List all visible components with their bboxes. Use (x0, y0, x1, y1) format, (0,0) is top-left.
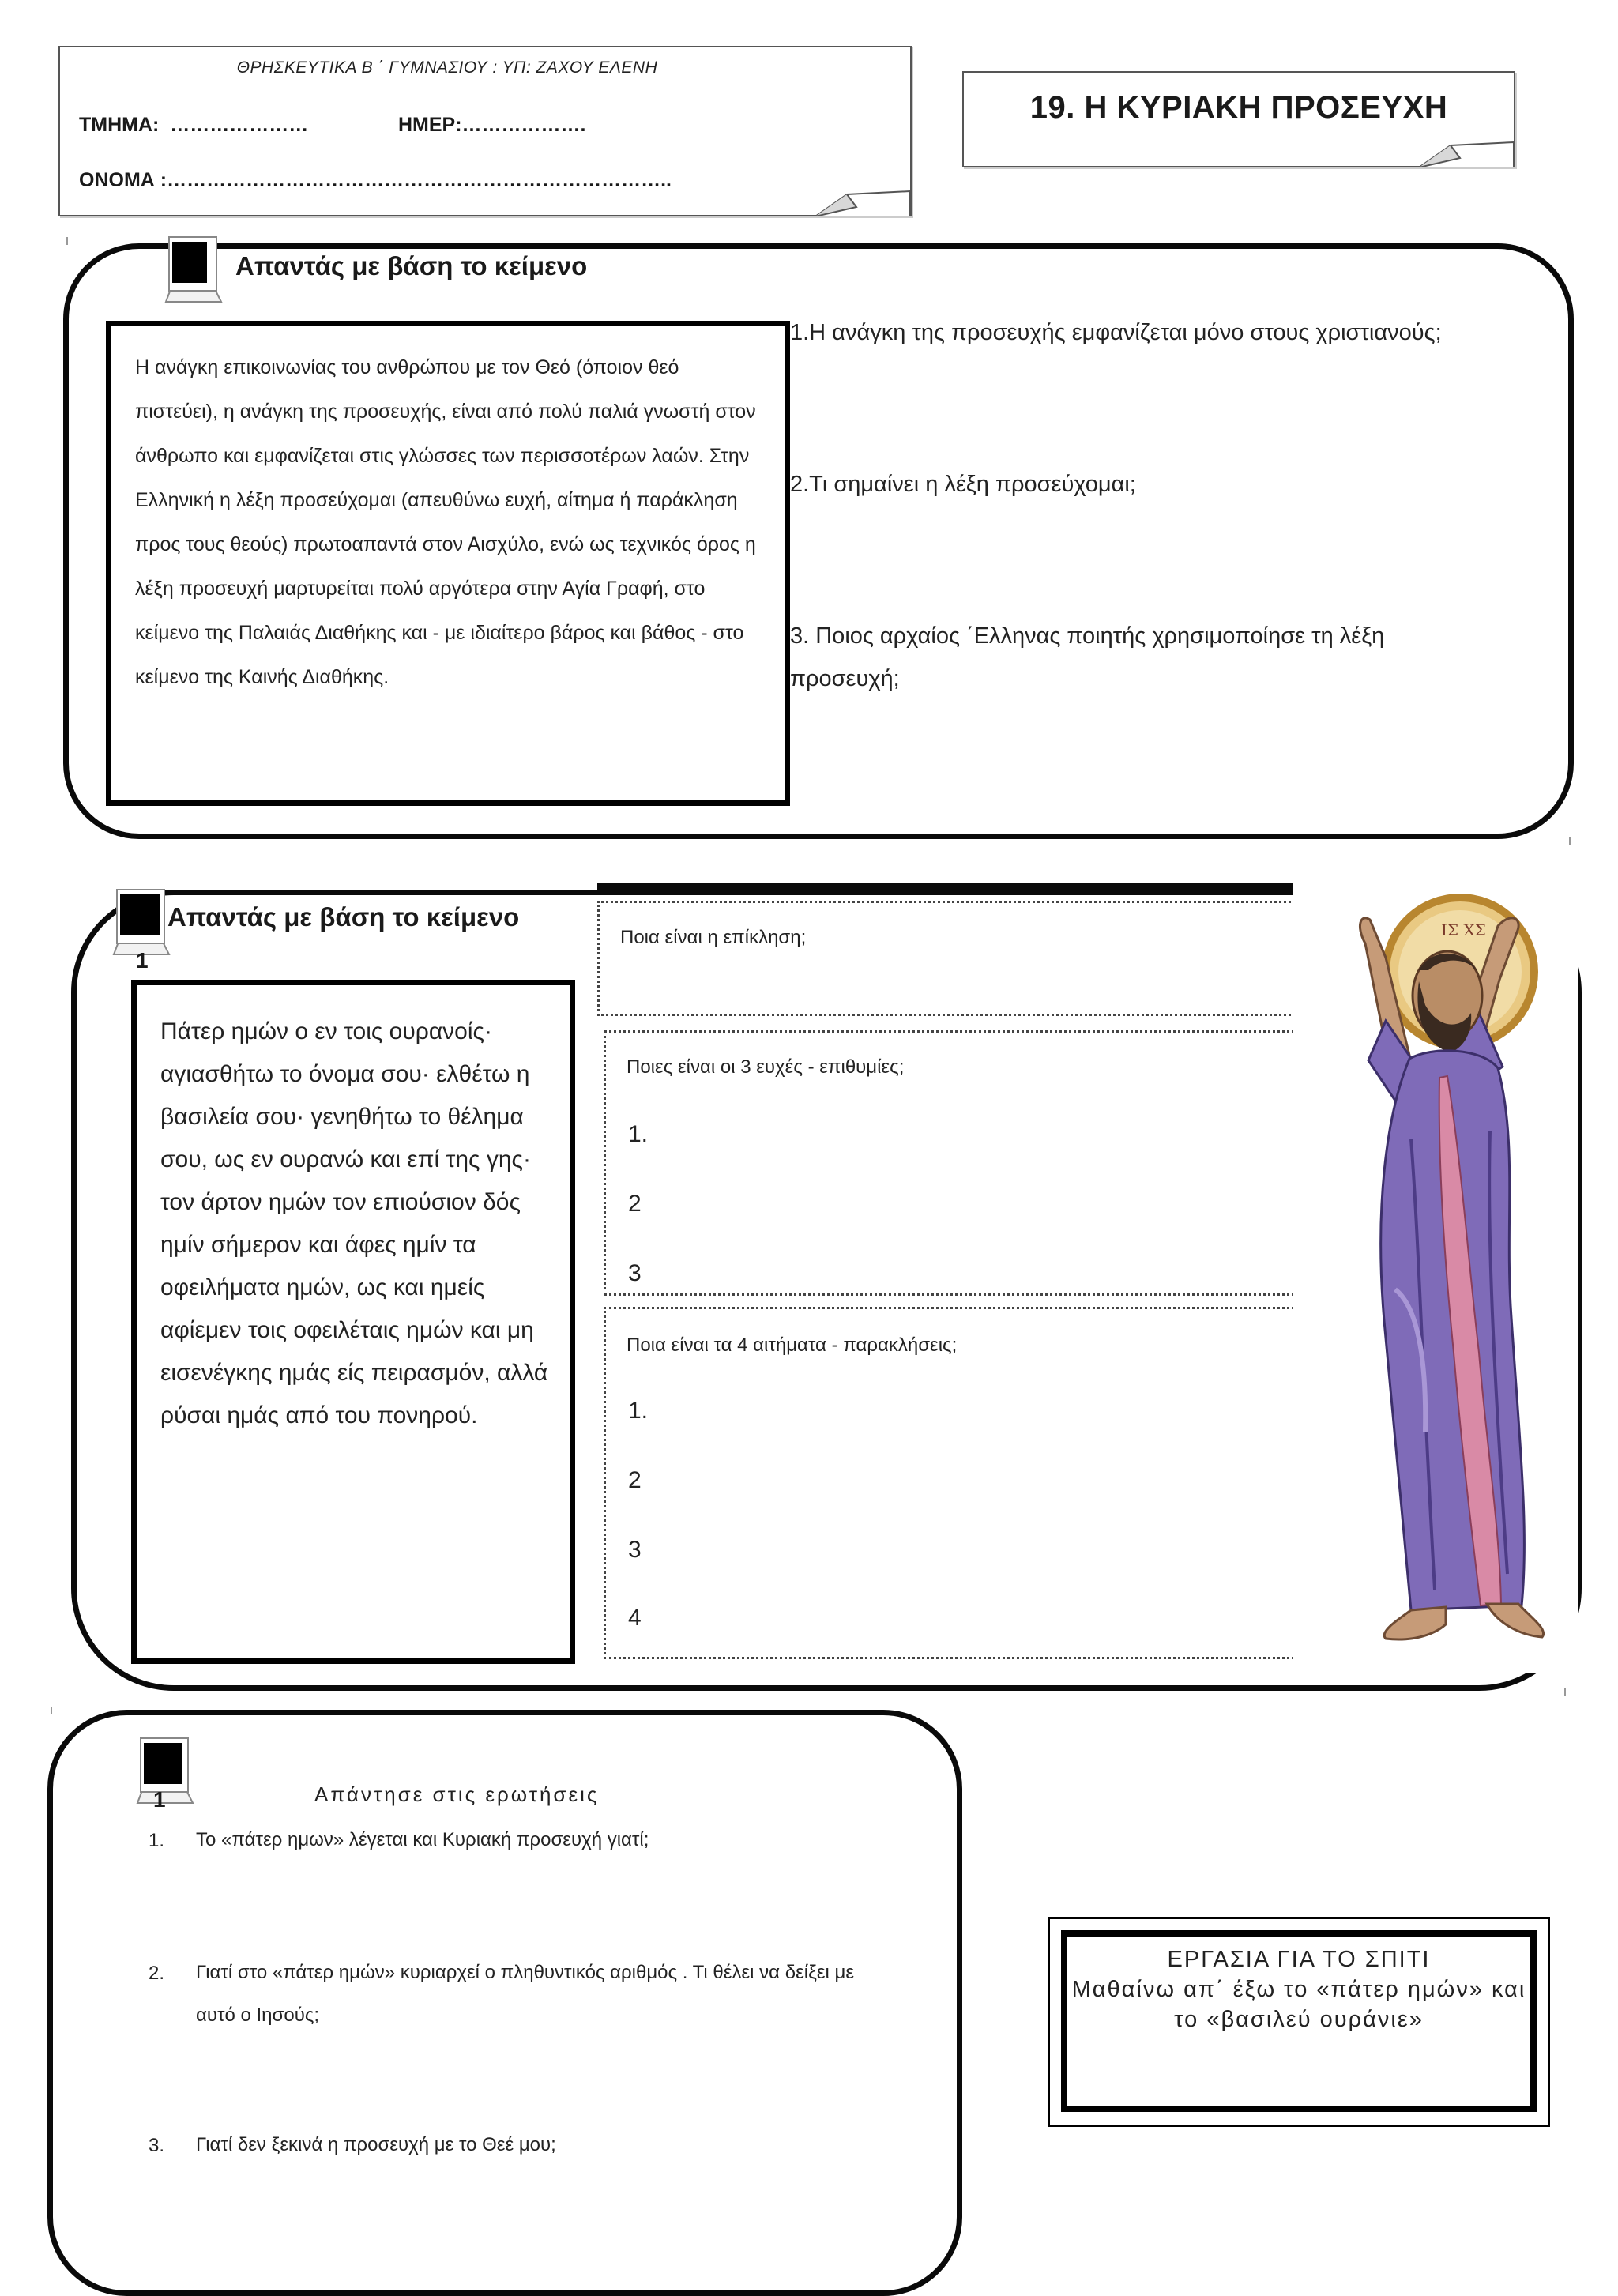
section-2-tab-icon (111, 886, 171, 958)
invocation-question: Ποια είναι η επίκληση; (620, 927, 807, 948)
section-2-tab-number: 1 (136, 948, 149, 973)
homework-title: ΕΡΓΑΣΙΑ ΓΙΑ ΤΟ ΣΠΙΤΙ (1167, 1947, 1431, 1972)
scan-mark (66, 237, 68, 245)
praying-christ-icon (1293, 879, 1578, 1673)
homework-instruction: Μαθαίνω απ΄ έξω το «πάτερ ημών» και το «βασιλεύ ουράνιε» (1071, 1977, 1526, 2032)
lesson-title-box (962, 71, 1515, 167)
section-1-heading: Απαντάς με βάση το κείμενο (235, 251, 588, 280)
scan-mark (1564, 1688, 1566, 1696)
section-1-question-1: 1.Η ανάγκη της προσευχής εμφανίζεται μόνο στους χριστιανούς; (790, 320, 1442, 345)
section-1-question-3: 3. Ποιος αρχαίος ΄Ελληνας ποιητής χρησιμοποίησε τη λέξη προσευχή; (790, 623, 1385, 691)
header-info-box (58, 46, 912, 216)
date-field[interactable]: ΗΜΕΡ:………………. (398, 114, 586, 136)
s3-question-2: Γιατί στο «πάτερ ημών» κυριαρχεί ο πληθυντικός αριθμός . Τι θέλει να δείξει με αυτό ο Ιησούς; (196, 1962, 855, 2026)
lesson-title: 19. Η ΚΥΡΙΑΚΗ ΠΡΟΣΕΥΧΗ (1029, 90, 1448, 125)
invocation-answer-box[interactable] (597, 901, 1305, 1016)
requests-question: Ποια είναι τα 4 αιτήματα - παρακλήσεις; (627, 1334, 958, 1356)
section-1-tab-icon (163, 234, 223, 305)
wishes-answer-box[interactable] (604, 1030, 1305, 1296)
page-curl-icon (1419, 141, 1514, 167)
section-2-top-border (597, 883, 1300, 890)
homework-box (1048, 1917, 1550, 2127)
s3-question-2-number: 2. (149, 1963, 165, 1984)
name-field[interactable]: ΟΝΟΜΑ :………………………………………………………………….. (79, 169, 672, 191)
section-3-tab-number: 1 (153, 1787, 166, 1812)
scan-mark (51, 1707, 52, 1714)
class-field[interactable]: ΤΜΗΜΑ: ………………… (79, 114, 309, 136)
school-line: ΘΡΗΣΚΕΥΤΙΚΑ Β ΄ ΓΥΜΝΑΣΙΟΥ : ΥΠ: ΖΑΧΟΥ ΕΛΕΝΗ (236, 58, 658, 77)
wish-item-1: 1. (628, 1121, 649, 1147)
request-item-1: 1. (628, 1398, 649, 1424)
request-item-3: 3 (628, 1537, 642, 1563)
homework-text-block (1067, 1944, 1530, 2034)
request-item-2: 2 (628, 1467, 642, 1493)
homework-inner-frame (1061, 1930, 1537, 2112)
s3-question-3: Γιατί δεν ξεκινά η προσευχή με το Θεέ μου; (196, 2134, 556, 2155)
s3-question-1: Το «πάτερ ημων» λέγεται και Κυριακή προσευχή γιατί; (196, 1829, 649, 1850)
section-1-reading-box (106, 321, 790, 806)
s3-question-1-number: 1. (149, 1830, 165, 1851)
wish-item-2: 2 (628, 1191, 642, 1217)
scan-mark (1569, 837, 1571, 845)
lords-prayer-text: Πάτερ ημών ο εν τοις ουρανοίς· αγιασθήτω το όνομα σου· ελθέτω η βασιλεία σου· γενηθήτω το θέλημα σου, ως εν ουρανώ και επί της γης· τον άρτον ημών τον επιούσιον δός ημίν σήμερον και άφες ημίν τα οφειλήματα ημών, ως και ημείς αφίεμεν τοις οφειλέταις ημών και μη εισενέγκης ημάς είς πειρασμόν, αλλά ρύσαι ημάς από του πονηρού. (160, 1018, 548, 1428)
section-1-question-2: 2.Τι σημαίνει η λέξη προσεύχομαι; (790, 472, 1136, 497)
requests-answer-box[interactable] (604, 1307, 1404, 1659)
wish-item-3: 3 (628, 1260, 642, 1286)
page-curl-icon (815, 190, 910, 216)
section-2-heading: Απαντάς με βάση το κείμενο (167, 902, 520, 932)
section-2-prayer-box (131, 980, 575, 1664)
s3-question-3-number: 3. (149, 2135, 165, 2156)
wishes-question: Ποιες είναι οι 3 ευχές - επιθυμίες; (627, 1056, 905, 1078)
section-1-passage: Η ανάγκη επικοινωνίας του ανθρώπου με τον Θεό (όποιον θεό πιστεύει), η ανάγκη της προσευχής, είναι από πολύ παλιά γνωστή στον άνθρωπο και εμφανίζεται στις γλώσσες των περισσοτέρων λαών. Στην Ελληνική η λέξη προσεύχομαι (απευθύνω ευχή, αίτημα ή παράκληση προς τους θεούς) πρωτοαπαντά στον Αισχύλο, ενώ ως τεχνικός όρος η λέξη προσευχή μαρτυρείται πολύ αργότερα στην Αγία Γραφή, στο κείμενο της Παλαιάς Διαθήκης και - με ιδιαίτερο βάρος και βάθος - στο κείμενο της Καινής Διαθήκης. (135, 356, 756, 688)
request-item-4: 4 (628, 1605, 642, 1631)
section-3-heading: Απάντησε στις ερωτήσεις (314, 1782, 600, 1806)
halo-inscription: ΙΣ ΧΣ (1441, 920, 1486, 939)
